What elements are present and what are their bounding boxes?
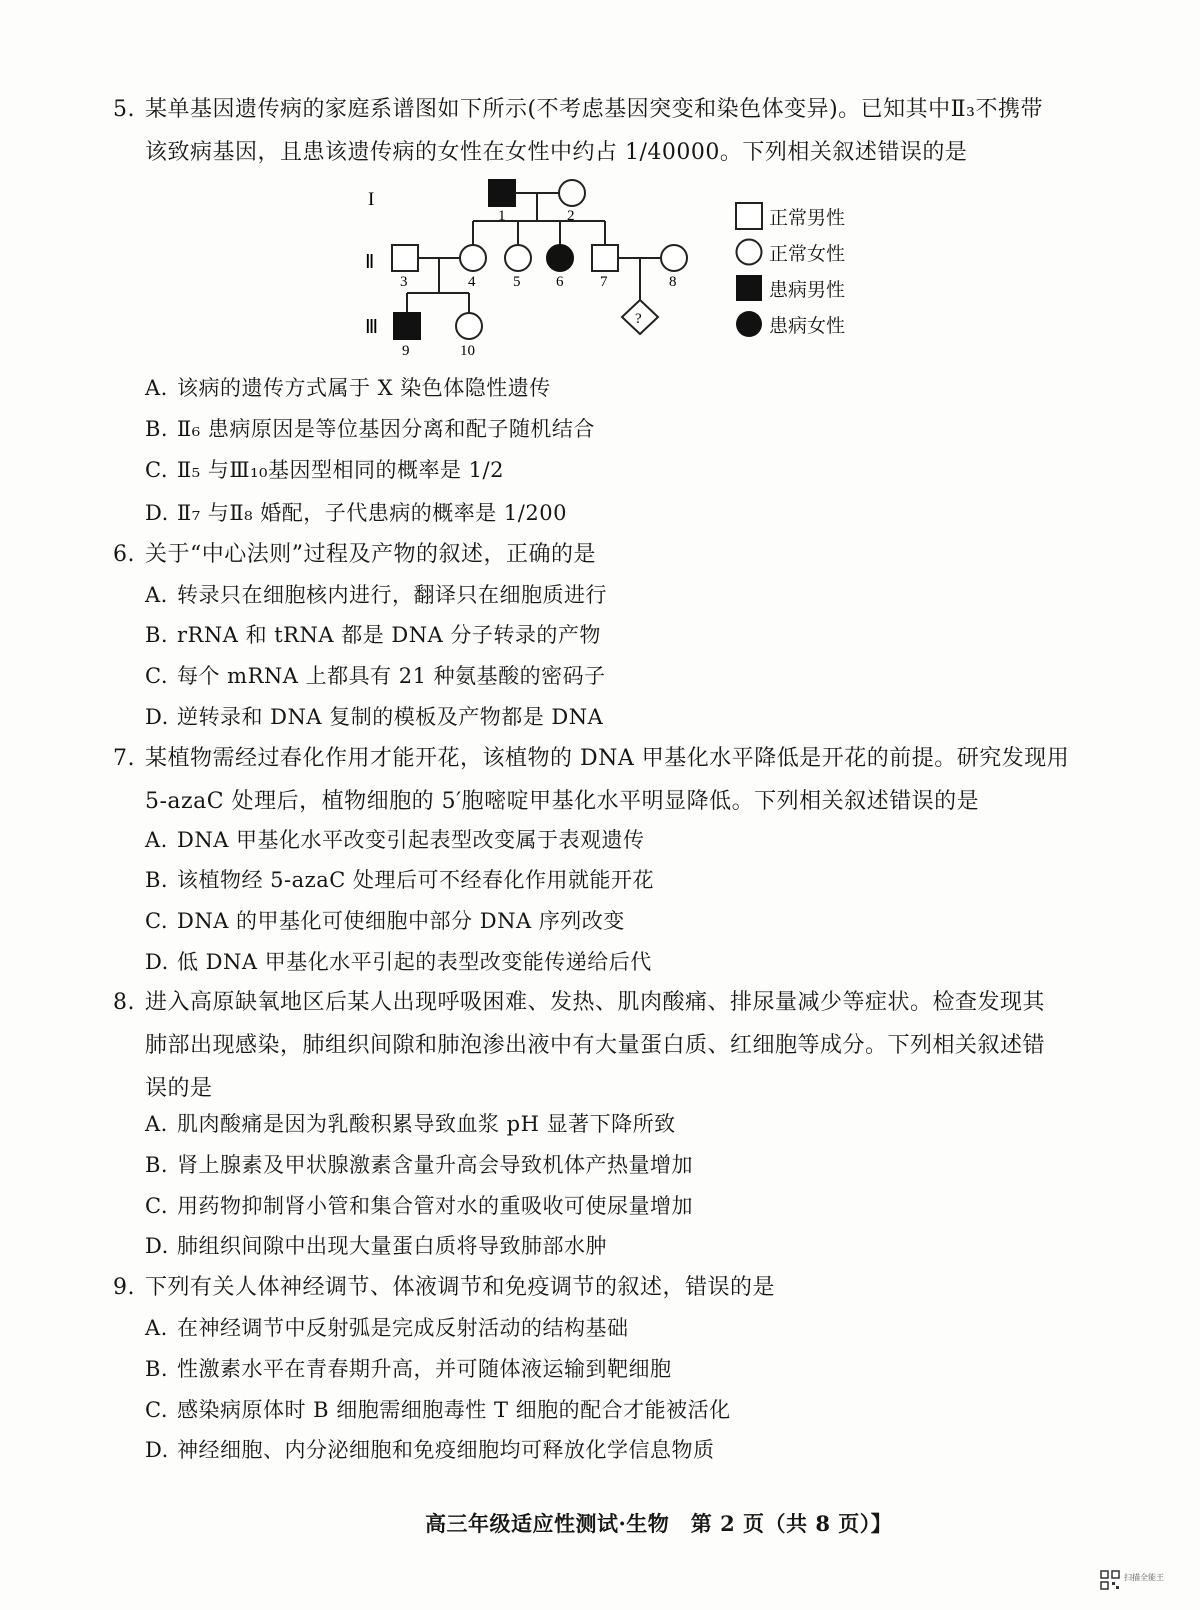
pedigree-legend bbox=[735, 198, 845, 342]
legend-item-affected-male bbox=[735, 270, 845, 306]
individual-iii9-affected-male bbox=[394, 313, 420, 339]
generation-label-ii: Ⅱ bbox=[365, 252, 375, 273]
question-number: 9. bbox=[113, 1275, 135, 1300]
question-stem-line: 肺部出现感染，肺组织间隙和肺泡渗出液中有大量蛋白质、红细胞等成分。下列相关叙述错 bbox=[145, 1033, 1046, 1058]
question-number: 8. bbox=[113, 990, 135, 1015]
question-5 bbox=[113, 88, 1093, 174]
question-number: 5. bbox=[113, 97, 135, 122]
option-letter: B. bbox=[145, 1153, 169, 1177]
legend-item-normal-male bbox=[735, 198, 845, 234]
option-text: 肾上腺素及甲状腺激素含量升高会导致机体产热量增加 bbox=[177, 1153, 693, 1177]
option-letter: B. bbox=[145, 623, 169, 647]
individual-ii6-affected-female bbox=[547, 245, 573, 271]
option-letter: D. bbox=[145, 705, 169, 729]
option-text: rRNA 和 tRNA 都是 DNA 分子转录的产物 bbox=[177, 623, 601, 647]
question-stem-line: 5-azaC 处理后，植物细胞的 5′胞嘧啶甲基化水平明显降低。下列相关叙述错误的是 bbox=[145, 789, 980, 814]
filled-square-icon bbox=[735, 274, 763, 302]
legend-label: 正常女性 bbox=[769, 242, 846, 265]
option-d bbox=[145, 1226, 607, 1266]
individual-label: 5 bbox=[513, 274, 521, 290]
option-b bbox=[145, 1145, 693, 1185]
option-a bbox=[145, 575, 607, 615]
option-c bbox=[145, 656, 606, 696]
option-b bbox=[145, 615, 601, 655]
option-text: 该病的遗传方式属于 X 染色体隐性遗传 bbox=[177, 376, 551, 400]
option-text: 转录只在细胞核内进行，翻译只在细胞质进行 bbox=[177, 583, 607, 607]
individual-label: 7 bbox=[600, 274, 608, 290]
option-b bbox=[145, 1349, 672, 1389]
qr-code-icon bbox=[1100, 1570, 1120, 1590]
option-letter: D. bbox=[145, 950, 169, 974]
option-letter: C. bbox=[145, 458, 168, 482]
option-a bbox=[145, 1104, 676, 1144]
unknown-label: ? bbox=[635, 311, 642, 327]
question-stem-line: 误的是 bbox=[145, 1076, 213, 1101]
option-letter: B. bbox=[145, 868, 169, 892]
individual-iii10-normal-female bbox=[456, 313, 482, 339]
option-letter: A. bbox=[145, 583, 168, 607]
option-letter: A. bbox=[145, 1112, 168, 1136]
circle-icon bbox=[735, 238, 763, 266]
square-icon bbox=[735, 202, 763, 230]
option-c bbox=[145, 1186, 693, 1226]
legend-item-affected-female bbox=[735, 306, 845, 342]
question-number: 7. bbox=[113, 746, 135, 771]
question-7 bbox=[113, 737, 1093, 823]
option-text: 逆转录和 DNA 复制的模板及产物都是 DNA bbox=[177, 705, 604, 729]
option-letter: C. bbox=[145, 909, 168, 933]
option-text: 该植物经 5-azaC 处理后可不经春化作用就能开花 bbox=[177, 868, 654, 892]
option-text: 低 DNA 甲基化水平引起的表型改变能传递给后代 bbox=[177, 950, 652, 974]
option-text: DNA 甲基化水平改变引起表型改变属于表观遗传 bbox=[177, 828, 645, 852]
individual-label: 9 bbox=[402, 343, 410, 359]
option-text: 每个 mRNA 上都具有 21 种氨基酸的密码子 bbox=[177, 664, 606, 688]
option-letter: D. bbox=[145, 501, 169, 525]
individual-label: 2 bbox=[567, 208, 575, 224]
option-text: 肺组织间隙中出现大量蛋白质将导致肺部水肿 bbox=[177, 1234, 607, 1258]
option-d bbox=[145, 697, 603, 737]
option-b bbox=[145, 860, 654, 900]
question-number: 6. bbox=[113, 542, 135, 567]
question-stem-line: 某植物需经过春化作用才能开花，该植物的 DNA 甲基化水平降低是开花的前提。研究发现用 bbox=[145, 746, 1070, 771]
individual-label: 8 bbox=[669, 274, 677, 290]
question-6 bbox=[113, 533, 1093, 576]
option-letter: C. bbox=[145, 1194, 168, 1218]
option-c bbox=[145, 901, 625, 941]
scanner-watermark: 扫描全能王 bbox=[1124, 1573, 1164, 1582]
question-stem-line: 下列有关人体神经调节、体液调节和免疫调节的叙述，错误的是 bbox=[145, 1275, 776, 1300]
option-a bbox=[145, 820, 645, 860]
option-letter: A. bbox=[145, 376, 168, 400]
individual-ii7-normal-male bbox=[592, 245, 618, 271]
option-letter: C. bbox=[145, 664, 168, 688]
legend-item-normal-female bbox=[735, 234, 845, 270]
individual-label: 10 bbox=[460, 343, 475, 359]
question-stem-line: 进入高原缺氧地区后某人出现呼吸困难、发热、肌肉酸痛、排尿量减少等症状。检查发现其 bbox=[145, 990, 1046, 1015]
individual-ii3-normal-male bbox=[392, 245, 418, 271]
option-text: Ⅱ₅ 与Ⅲ₁₀基因型相同的概率是 1/2 bbox=[177, 458, 504, 482]
option-letter: D. bbox=[145, 1234, 169, 1258]
page-footer: 高三年级适应性测试·生物 第 2 页（共 8 页）】 bbox=[425, 1511, 893, 1536]
individual-label: 3 bbox=[400, 274, 408, 290]
option-text: 神经细胞、内分泌细胞和免疫细胞均可释放化学信息物质 bbox=[177, 1438, 715, 1462]
option-text: 感染病原体时 B 细胞需细胞毒性 T 细胞的配合才能被活化 bbox=[177, 1398, 731, 1422]
option-text: Ⅱ₆ 患病原因是等位基因分离和配子随机结合 bbox=[177, 417, 595, 441]
option-text: 在神经调节中反射弧是完成反射活动的结构基础 bbox=[177, 1316, 629, 1340]
question-8 bbox=[113, 981, 1093, 1110]
option-c bbox=[145, 1390, 731, 1430]
option-letter: B. bbox=[145, 417, 169, 441]
option-letter: D. bbox=[145, 1438, 169, 1462]
option-letter: C. bbox=[145, 1398, 168, 1422]
legend-label: 正常男性 bbox=[769, 206, 846, 229]
filled-circle-icon bbox=[735, 310, 763, 338]
option-d bbox=[145, 493, 567, 533]
option-text: DNA 的甲基化可使细胞中部分 DNA 序列改变 bbox=[177, 909, 625, 933]
question-stem-line: 关于“中心法则”过程及产物的叙述，正确的是 bbox=[145, 542, 596, 567]
question-9 bbox=[113, 1266, 1093, 1309]
generation-label-i: I bbox=[368, 189, 375, 210]
option-text: 性激素水平在青春期升高，并可随体液运输到靶细胞 bbox=[177, 1357, 672, 1381]
question-stem-line: 该致病基因，且患该遗传病的女性在女性中约占 1/40000。下列相关叙述错误的是 bbox=[145, 140, 968, 165]
option-a bbox=[145, 368, 551, 408]
individual-i2-normal-female bbox=[559, 180, 585, 206]
legend-label: 患病女性 bbox=[769, 314, 846, 337]
individual-ii8-normal-female bbox=[661, 245, 687, 271]
option-d bbox=[145, 942, 652, 982]
option-text: 肌肉酸痛是因为乳酸积累导致血浆 pH 显著下降所致 bbox=[177, 1112, 676, 1136]
individual-label: 4 bbox=[468, 274, 476, 290]
individual-ii5-normal-female bbox=[505, 245, 531, 271]
individual-i1-affected-male bbox=[489, 180, 515, 206]
option-c bbox=[145, 450, 504, 490]
individual-ii4-normal-female bbox=[460, 245, 486, 271]
option-d bbox=[145, 1430, 715, 1470]
option-a bbox=[145, 1308, 629, 1348]
option-b bbox=[145, 409, 595, 449]
legend-label: 患病男性 bbox=[769, 278, 846, 301]
option-text: 用药物抑制肾小管和集合管对水的重吸收可使尿量增加 bbox=[177, 1194, 693, 1218]
option-letter: A. bbox=[145, 1316, 168, 1340]
option-letter: B. bbox=[145, 1357, 169, 1381]
individual-label: 6 bbox=[556, 274, 564, 290]
question-stem-line: 某单基因遗传病的家庭系谱图如下所示(不考虑基因突变和染色体变异)。已知其中Ⅱ₃不携带 bbox=[145, 97, 1043, 122]
generation-label-iii: Ⅲ bbox=[365, 317, 379, 338]
individual-label: 1 bbox=[498, 208, 506, 224]
option-text: Ⅱ₇ 与Ⅱ₈ 婚配，子代患病的概率是 1/200 bbox=[177, 501, 567, 525]
option-letter: A. bbox=[145, 828, 168, 852]
pedigree-chart bbox=[355, 175, 715, 365]
